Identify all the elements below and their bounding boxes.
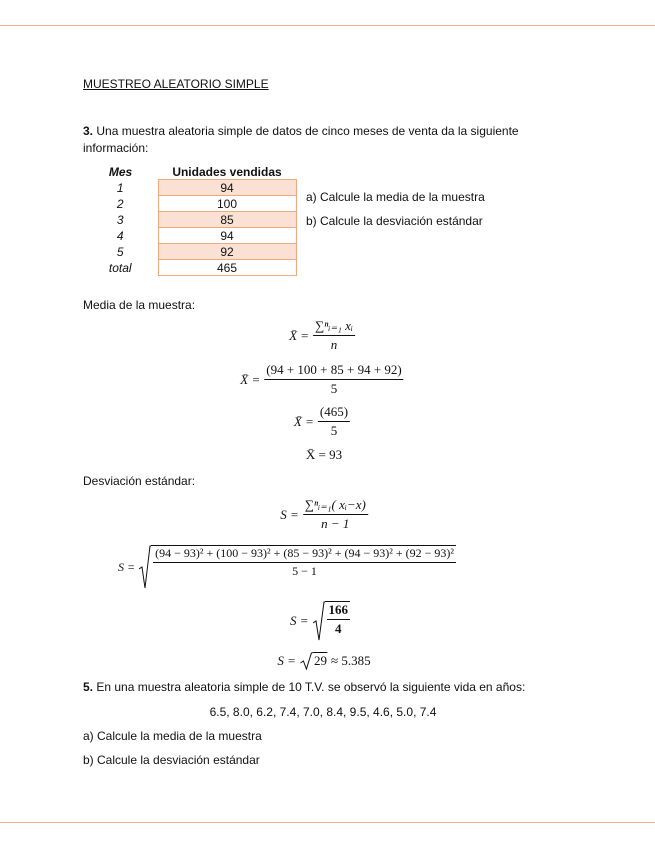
cell-mes: 5: [116, 244, 124, 259]
fraction-denominator: n: [330, 337, 338, 352]
radical-sign: [139, 545, 151, 589]
table-row: [83, 196, 296, 212]
cell-unidades: 100: [158, 196, 296, 212]
fraction-numerator: (94 + 100 + 85 + 94 + 92): [264, 362, 403, 380]
media-result: X̄ = 93: [305, 447, 343, 462]
problem-3-number: 3.: [83, 124, 94, 138]
header-unidades: Unidades vendidas: [172, 165, 282, 179]
table-row: [83, 260, 296, 276]
question-5b: b) Calcule la desviación estándar: [83, 753, 260, 767]
radical-sign: [300, 652, 312, 670]
fraction: [313, 318, 355, 353]
problem-5-text: En una muestra aleatoria simple de 10 T.V. se observó la siguiente vida en años:: [93, 680, 526, 694]
fraction-denominator: 5 − 1: [292, 564, 317, 578]
cell-mes: 1: [116, 180, 124, 195]
square-root: [139, 545, 456, 589]
cell-unidades: 94: [158, 180, 296, 196]
cell-unidades: 85: [158, 212, 296, 228]
desv-step-2: [290, 601, 350, 641]
sales-table: [83, 165, 297, 276]
cell-mes: 2: [116, 196, 124, 211]
desv-label: Desviación estándar:: [83, 474, 196, 488]
table-row: [83, 212, 296, 228]
formula-lhs: S =: [277, 653, 296, 668]
page-title: MUESTREO ALEATORIO SIMPLE: [83, 77, 269, 91]
bottom-rule: [0, 822, 655, 823]
table-row: [83, 244, 296, 260]
desv-step-1: [118, 545, 456, 589]
desv-formula: [280, 497, 368, 532]
fraction-numerator: (465): [318, 404, 350, 422]
formula-lhs: S =: [118, 559, 136, 574]
fraction: [153, 546, 456, 579]
problem-5-data: 6.5, 8.0, 6.2, 7.4, 7.0, 8.4, 9.5, 4.6, 5.0, 7.4: [209, 705, 437, 719]
header-mes: Mes: [108, 165, 133, 180]
cell-mes: 3: [116, 212, 124, 227]
fraction: [318, 404, 350, 439]
formula-lhs: X̄ =: [289, 327, 310, 343]
formula-lhs: X̄ =: [293, 413, 314, 429]
formula-lhs: S =: [289, 613, 309, 628]
problem-5-number: 5.: [83, 680, 94, 694]
square-root: [313, 601, 351, 641]
formula-lhs: X̄ =: [240, 371, 261, 387]
radicand: 29: [313, 653, 327, 668]
fraction-denominator: 4: [335, 621, 342, 636]
fraction-numerator: ∑ⁿᵢ₌₁ xᵢ: [313, 318, 355, 336]
fraction-denominator: 5: [330, 381, 338, 396]
fraction: [303, 497, 368, 532]
approx-value: ≈ 5.385: [330, 653, 371, 668]
radicand: [325, 601, 351, 641]
square-root: [300, 652, 327, 670]
problem-3-statement: [83, 123, 568, 157]
top-rule: [0, 25, 655, 26]
cell-unidades: 465: [158, 260, 296, 276]
fraction: [264, 362, 403, 397]
problem-5-statement: [83, 679, 583, 696]
media-label: Media de la muestra:: [83, 298, 196, 312]
cell-unidades: 92: [158, 244, 296, 260]
fraction-numerator: ∑ⁿᵢ₌₁( xᵢ−x): [303, 497, 368, 515]
media-step-1: [240, 362, 403, 397]
radicand: [151, 545, 456, 589]
fraction-numerator: (94 − 93)² + (100 − 93)² + (85 − 93)² + (94 − 93)² + (92 − 93)²: [153, 546, 456, 563]
question-3b: b) Calcule la desviación estándar: [306, 214, 483, 228]
cell-mes: 4: [116, 228, 124, 243]
media-formula: [289, 318, 355, 353]
cell-unidades: 94: [158, 228, 296, 244]
media-step-2: [294, 404, 350, 439]
question-3a: a) Calcule la media de la muestra: [306, 190, 485, 204]
desv-result: [277, 652, 370, 670]
problem-3-text: Una muestra aleatoria simple de datos de cinco meses de venta da la siguiente información:: [83, 124, 519, 155]
formula-lhs: S =: [280, 506, 299, 522]
radical-sign: [313, 601, 325, 641]
table-row: [83, 180, 296, 196]
table-row: [83, 228, 296, 244]
question-5a: a) Calcule la media de la muestra: [83, 729, 262, 743]
cell-mes: total: [108, 260, 132, 275]
fraction: [327, 602, 351, 637]
fraction-denominator: n − 1: [321, 516, 350, 531]
fraction-denominator: 5: [330, 423, 338, 438]
fraction-numerator: 166: [327, 602, 351, 620]
